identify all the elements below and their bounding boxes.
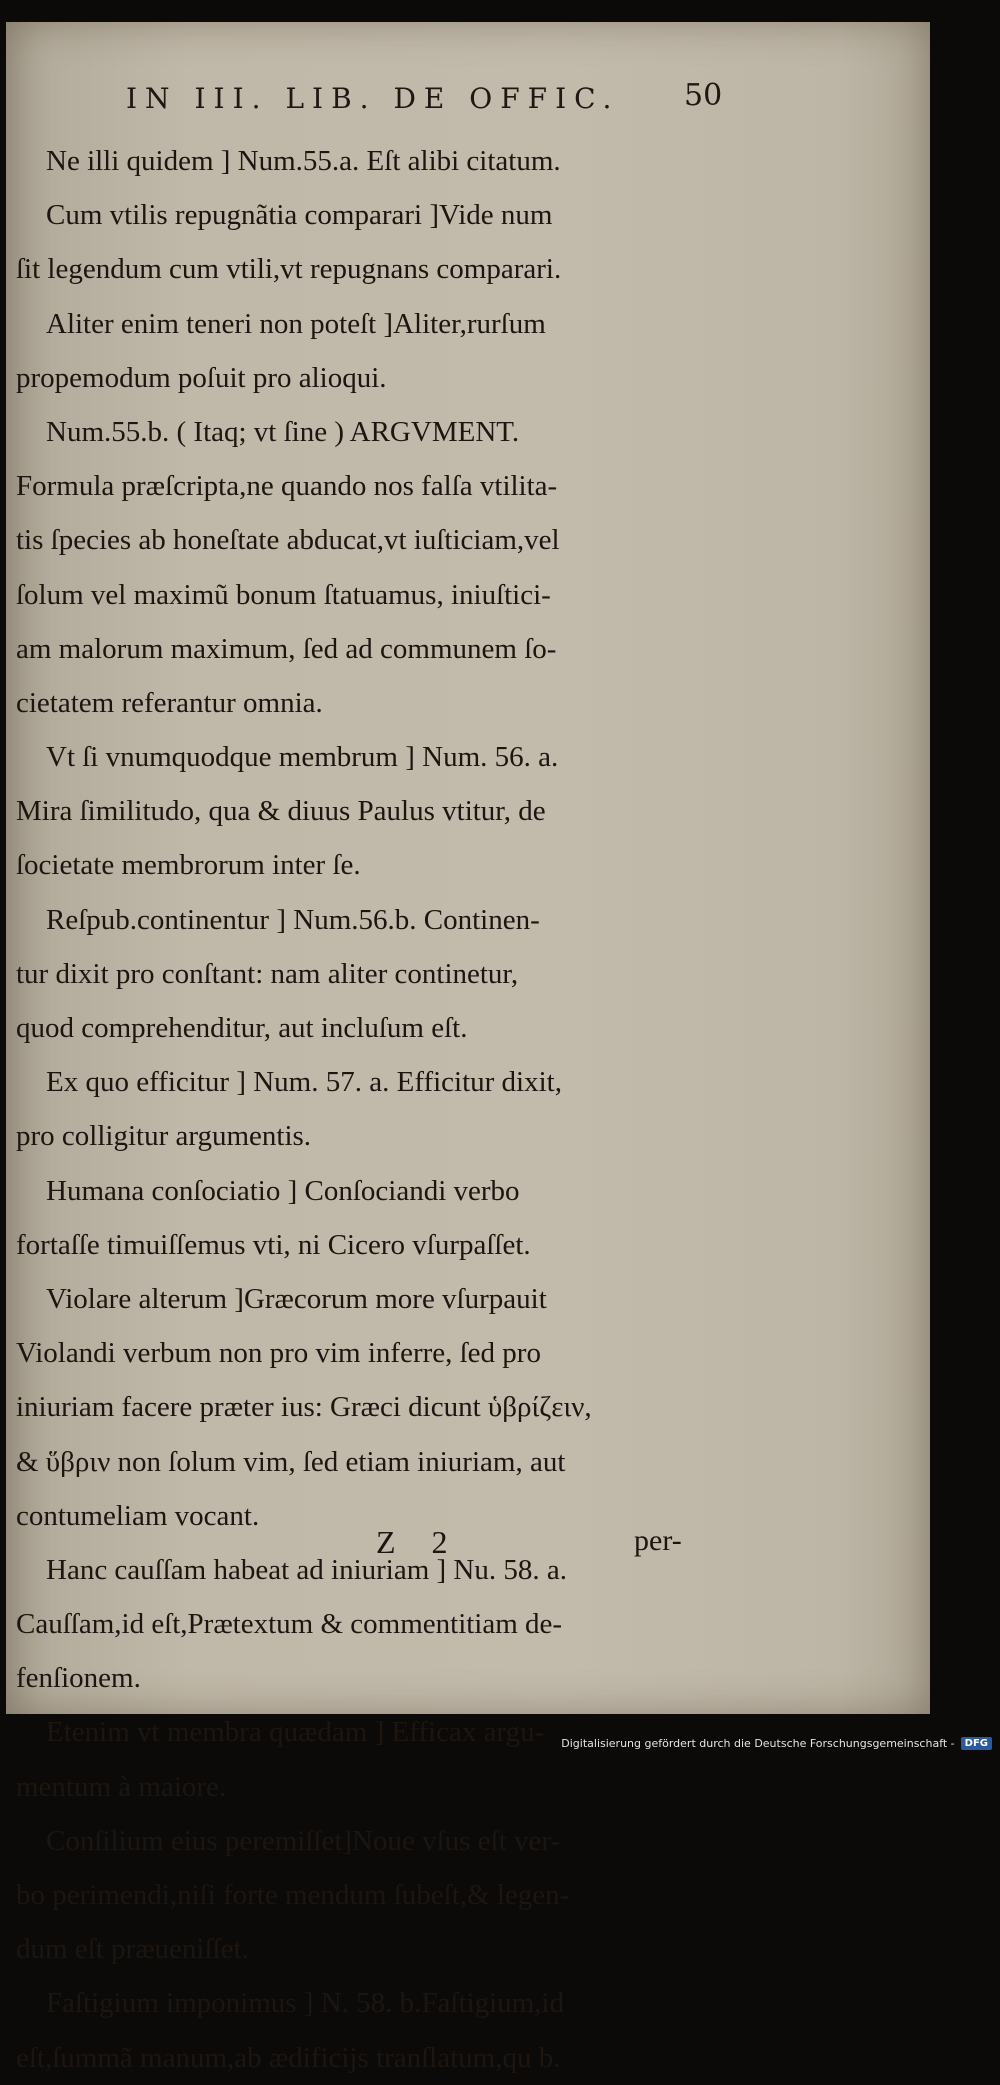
- text-line: bo perimendi,niſi forte mendum ſubeſt,& legen-: [16, 1879, 570, 1911]
- text-line: Num.55.b. ( Itaq; vt ſine ) ARGVMENT.: [46, 415, 520, 448]
- running-head: IN III. LIB. DE OFFIC.: [126, 82, 620, 115]
- body-text: [16, 134, 732, 2085]
- text-line: tur dixit pro conſtant: nam aliter continetur,: [16, 957, 519, 990]
- text-line: pro colligitur argumentis.: [16, 1120, 312, 1153]
- text-line: fenſionem.: [16, 1662, 141, 1695]
- text-line: ſolum vel maximũ bonum ſtatuamus, iniuſtici-: [16, 578, 551, 611]
- text-line: Violare alterum ]Græcorum more vſurpauit: [46, 1282, 547, 1315]
- text-line: Conſilium eius peremiſſet]Noue vſus eſt ver-: [46, 1824, 561, 1857]
- dfg-logo: DFG: [961, 1737, 992, 1750]
- text-line: Aliter enim teneri non poteſt ]Aliter,rurſum: [46, 307, 546, 340]
- text-line: mentum à maiore.: [16, 1770, 227, 1803]
- text-line: & ὕβριν non ſolum vim, ſed etiam iniuriam, aut: [16, 1445, 566, 1478]
- text-line: Etenim vt membra quædam ] Efficax argu-: [46, 1716, 545, 1749]
- signature-mark: Z 2: [376, 1524, 462, 1560]
- text-line: cietatem referantur omnia.: [16, 686, 323, 719]
- text-line: Ex quo efficitur ] Num. 57. a. Efficitur dixit,: [46, 1066, 562, 1099]
- text-line: am malorum maximum, ſed ad communem ſo-: [16, 632, 557, 665]
- text-line: Violandi verbum non pro vim inferre, ſed pro: [16, 1337, 541, 1370]
- text-line: ſocietate membrorum inter ſe.: [16, 849, 361, 882]
- text-line: iniuriam facere præter ius: Græci dicunt ὑβρίζειν,: [16, 1391, 592, 1424]
- text-line: ſit legendum cum vtili,vt repugnans comparari.: [16, 253, 562, 286]
- text-line: Formula præſcripta,ne quando nos falſa vtilita-: [16, 470, 558, 503]
- text-line: contumeliam vocant.: [16, 1499, 260, 1532]
- text-line: Cum vtilis repugnãtia comparari ]Vide num: [46, 199, 553, 232]
- text-line: Faſtigium imponimus ] N. 58. b.Faſtigium,id: [46, 1987, 564, 2020]
- text-line: eſt,ſummã manum,ab ædificijs tranſlatum,qu b.: [16, 2041, 561, 2074]
- text-line: dum eſt præueniſſet.: [16, 1933, 249, 1966]
- text-line: quod comprehenditur, aut incluſum eſt.: [16, 1012, 468, 1044]
- text-line: tis ſpecies ab honeſtate abducat,vt iuſticiam,vel: [16, 524, 560, 557]
- catchword: per-: [634, 1524, 682, 1557]
- text-line: fortaſſe timuiſſemus vti, ni Cicero vſurpaſſet.: [16, 1228, 531, 1261]
- text-line: Reſpub.continentur ] Num.56.b. Continen-: [46, 903, 540, 936]
- text-line: Hanc cauſſam habeat ad iniuriam ] Nu. 58. a.: [46, 1553, 567, 1586]
- digitization-credit: [561, 1737, 992, 1750]
- text-line: Humana conſociatio ] Conſociandi verbo: [46, 1174, 520, 1207]
- page-number: 50: [684, 78, 723, 113]
- text-line: propemodum poſuit pro alioqui.: [16, 361, 387, 394]
- text-line: Vt ſi vnumquodque membrum ] Num. 56. a.: [46, 741, 559, 774]
- credit-text: Digitalisierung gefördert durch die Deutsche Forschungsgemeinschaft -: [561, 1737, 955, 1750]
- text-line: Ne illi quidem ] Num.55.a. Eſt alibi citatum.: [46, 145, 561, 177]
- text-line: Mira ſimilitudo, qua & diuus Paulus vtitur, de: [16, 795, 546, 828]
- text-line: Cauſſam,id eſt,Prætextum & commentitiam de-: [16, 1608, 563, 1641]
